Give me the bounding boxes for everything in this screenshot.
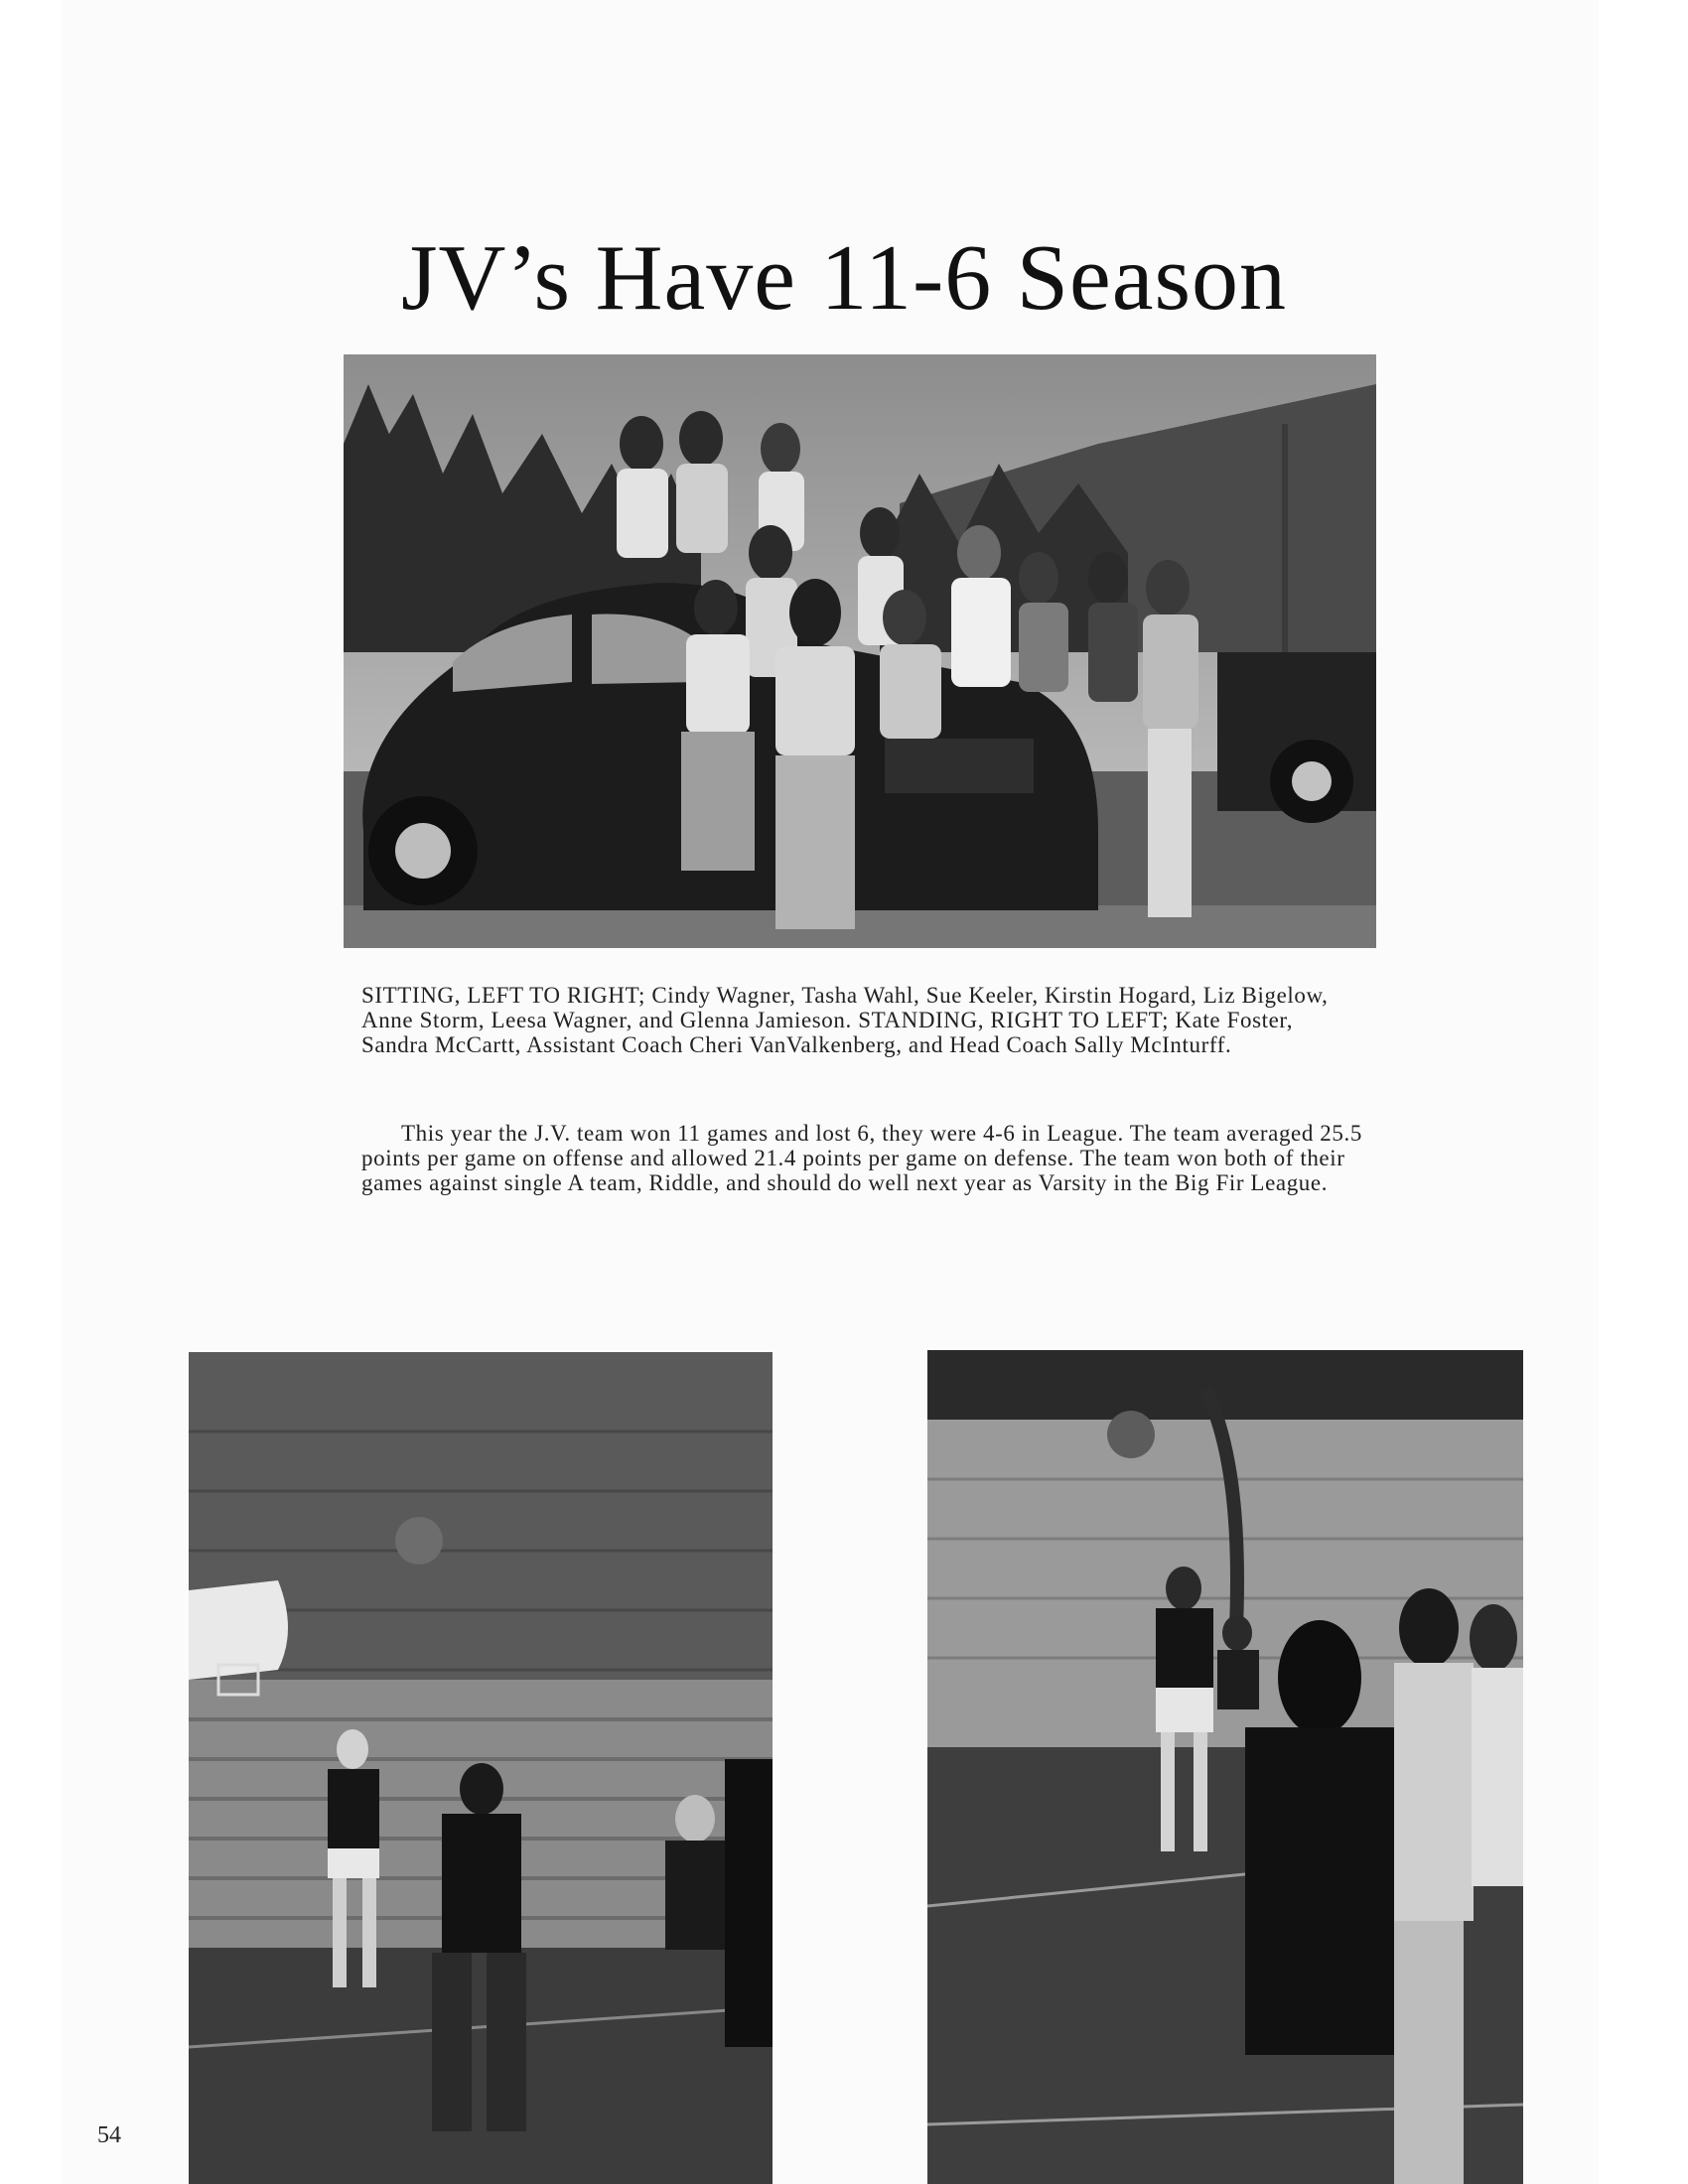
photo-caption: SITTING, LEFT TO RIGHT; Cindy Wagner, Tasha Wahl, Sue Keeler, Kirstin Hogard, Liz Bigelow, Anne Storm, Leesa Wagner, and Glenna Jamieson. STANDING, RIGHT TO LEFT; Kate Foster, Sandra McCartt, Assistant Coach Cheri VanValkenberg, and Head Coach Sally McInturff. [361,983,1329,1057]
page-number: 54 [97,2122,121,2148]
page-title: JV’s Have 11-6 Season [400,226,1288,330]
action-photo-right [927,1350,1523,2184]
article-body: This year the J.V. team won 11 games and lost 6, they were 4-6 in League. The team averaged 25.5 points per game on offense and allowed 21.4 points per game on defense. The team won both of their games against single A team, Riddle, and should do well next year as Varsity in the Big Fir League. [361,1121,1362,1195]
action-photo-left [189,1352,773,2184]
team-photo [344,354,1376,948]
